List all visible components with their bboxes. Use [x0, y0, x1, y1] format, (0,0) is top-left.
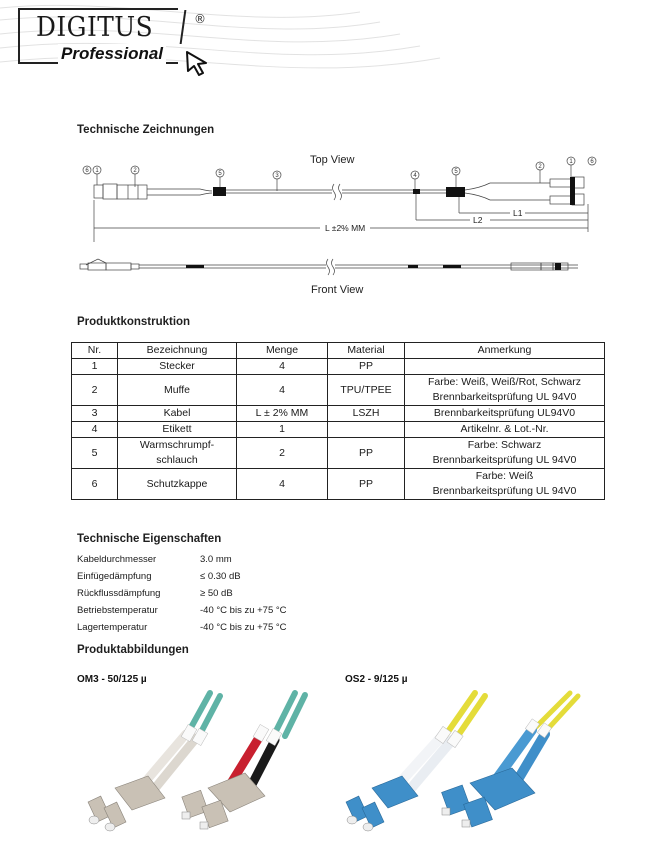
- table-row: [72, 406, 605, 422]
- svg-text:1: 1: [569, 159, 573, 165]
- callout-6-right: [588, 157, 596, 165]
- property-row: Rückflussdämpfung ≥ 50 dB: [77, 588, 233, 599]
- cell-note: Farbe: Weiß, Weiß/Rot, Schwarz Brennbarkeitsprüfung UL 94V0: [405, 375, 605, 406]
- label-marker: [413, 189, 420, 194]
- table-row: [72, 422, 605, 438]
- os2-label: OS2 - 9/125 µ: [345, 674, 408, 685]
- svg-text:2: 2: [538, 164, 542, 170]
- cell-nr: 2: [72, 375, 118, 406]
- cell-material: LSZH: [328, 406, 405, 422]
- cell-qty: L ± 2% MM: [237, 406, 328, 422]
- table-header-row: [72, 343, 605, 359]
- section-heading-construction: Produktkonstruktion: [77, 316, 191, 328]
- cell-name: Warmschrumpf- schlauch: [118, 438, 237, 469]
- header-anmerkung: Anmerkung: [405, 343, 605, 359]
- logo-subline: Professional: [58, 44, 166, 64]
- cell-note: [405, 359, 605, 375]
- dimension-total-label: L ±2% MM: [325, 223, 366, 233]
- svg-text:2: 2: [133, 168, 137, 174]
- property-row: Einfügedämpfung ≤ 0.30 dB: [77, 571, 241, 582]
- digitus-logo: [18, 8, 214, 72]
- cell-material: PP: [328, 469, 405, 500]
- table-row: [72, 469, 605, 500]
- header-bezeichnung: Bezeichnung: [118, 343, 237, 359]
- sc-clip: [570, 177, 575, 205]
- top-view-drawing: [70, 150, 610, 242]
- cell-nr: 3: [72, 406, 118, 422]
- om3-label: OM3 - 50/125 µ: [77, 674, 147, 685]
- properties-list: [77, 551, 287, 636]
- callout-4: [411, 171, 419, 179]
- logo-brand-name: DIGITUS: [36, 12, 154, 43]
- table-row: [72, 375, 605, 406]
- cell-name: Etikett: [118, 422, 237, 438]
- cell-qty: 1: [237, 422, 328, 438]
- front-view-drawing: [78, 255, 598, 280]
- cell-qty: 4: [237, 375, 328, 406]
- cell-qty: 2: [237, 438, 328, 469]
- svg-text:3: 3: [275, 173, 279, 179]
- cell-nr: 5: [72, 438, 118, 469]
- cell-nr: 1: [72, 359, 118, 375]
- logo-registered-mark: ®: [194, 12, 206, 26]
- property-row: Lagertemperatur -40 °C bis zu +75 °C: [77, 622, 287, 633]
- om3-cable-photo: [70, 688, 320, 833]
- cell-name: Schutzkappe: [118, 469, 237, 500]
- svg-text:4: 4: [413, 173, 417, 179]
- cell-note: Artikelnr. & Lot.-Nr.: [405, 422, 605, 438]
- cell-nr: 4: [72, 422, 118, 438]
- cell-name: Kabel: [118, 406, 237, 422]
- cell-note: Brennbarkeitsprüfung UL94V0: [405, 406, 605, 422]
- callout-5-right: [452, 167, 460, 175]
- callout-2-right: [536, 162, 544, 170]
- property-row: Kabeldurchmesser 3.0 mm: [77, 554, 232, 565]
- table-row: [72, 438, 605, 469]
- construction-table: [71, 342, 605, 500]
- svg-text:5: 5: [454, 169, 458, 175]
- property-row: Betriebstemperatur -40 °C bis zu +75 °C: [77, 605, 287, 616]
- heat-shrink-right: [446, 187, 465, 197]
- svg-text:1: 1: [95, 168, 99, 174]
- cell-material: TPU/TPEE: [328, 375, 405, 406]
- cell-name: Muffe: [118, 375, 237, 406]
- table-row: [72, 359, 605, 375]
- callout-1-right: [567, 157, 575, 165]
- cell-material: PP: [328, 438, 405, 469]
- svg-text:5: 5: [218, 171, 222, 177]
- header-material: Material: [328, 343, 405, 359]
- cursor-arrow-icon: [184, 50, 210, 76]
- cell-qty: 4: [237, 359, 328, 375]
- callout-2-left: [131, 166, 139, 174]
- front-view-label: Front View: [311, 284, 364, 296]
- os2-cable-photo: [340, 688, 605, 833]
- dimension-l1-label: L1: [513, 208, 523, 218]
- callout-1-left: [93, 166, 101, 174]
- header-nr: Nr.: [72, 343, 118, 359]
- section-heading-drawings: Technische Zeichnungen: [77, 124, 215, 136]
- top-view-label: Top View: [310, 154, 355, 166]
- dimension-l2-label: L2: [473, 215, 483, 225]
- cell-qty: 4: [237, 469, 328, 500]
- header-menge: Menge: [237, 343, 328, 359]
- callout-5-left: [216, 169, 224, 177]
- callout-3: [273, 171, 281, 179]
- cell-note: Farbe: Schwarz Brennbarkeitsprüfung UL 94V0: [405, 438, 605, 469]
- cell-material: [328, 422, 405, 438]
- heat-shrink-left: [213, 187, 226, 196]
- section-heading-images: Produktabbildungen: [77, 644, 189, 656]
- cell-material: PP: [328, 359, 405, 375]
- callout-6-left: [83, 166, 91, 174]
- svg-text:6: 6: [85, 168, 89, 174]
- cell-nr: 6: [72, 469, 118, 500]
- cell-name: Stecker: [118, 359, 237, 375]
- cell-note: Farbe: Weiß Brennbarkeitsprüfung UL 94V0: [405, 469, 605, 500]
- section-heading-properties: Technische Eigenschaften: [77, 533, 222, 545]
- svg-text:6: 6: [590, 159, 594, 165]
